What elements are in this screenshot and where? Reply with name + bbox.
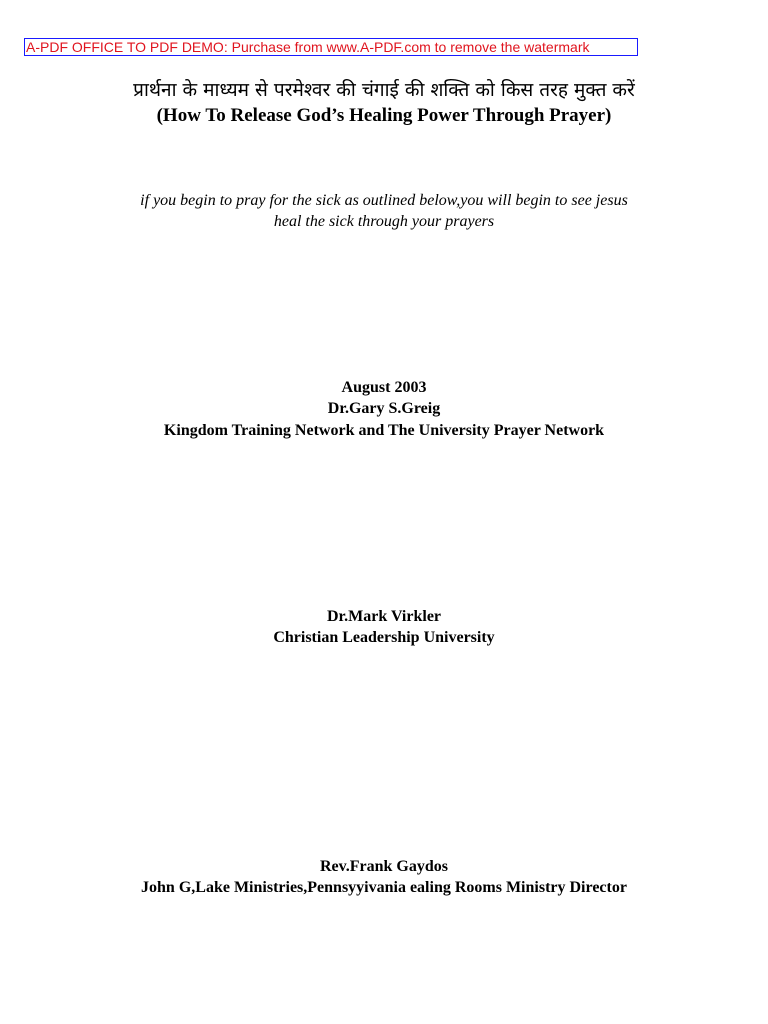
author-name: Dr.Gary S.Greig (327, 400, 441, 417)
title-hindi: प्रार्थना के माध्यम से परमेश्वर की चंगाई की शक्ति को किस तरह मुक्त करें (133, 79, 635, 101)
watermark-link[interactable]: A-PDF OFFICE TO PDF DEMO: Purchase from www.A-PDF.com to remove the watermark (24, 38, 638, 56)
author-organization: Christian Leadership University (273, 629, 495, 646)
subtitle-line-2: heal the sick through your prayers (273, 213, 495, 230)
author-organization: Kingdom Training Network and The University Prayer Network (163, 422, 605, 439)
author-name: Rev.Frank Gaydos (319, 858, 448, 875)
author-name: Dr.Mark Virkler (326, 608, 442, 625)
author-organization: John G,Lake Ministries,Pennsyyivania ealing Rooms Ministry Director (141, 879, 627, 896)
subtitle-line-1: if you begin to pray for the sick as outlined below,you will begin to see jesus (140, 192, 628, 209)
publication-date: August 2003 (341, 379, 427, 396)
title-english: (How To Release God’s Healing Power Through Prayer) (156, 105, 612, 126)
